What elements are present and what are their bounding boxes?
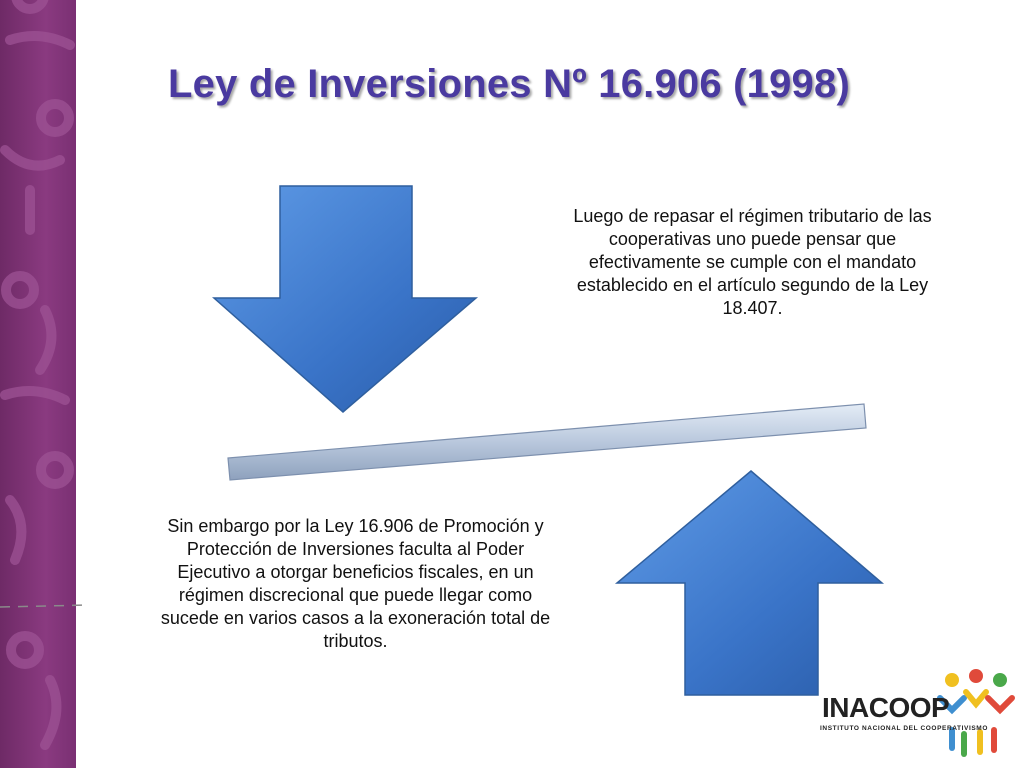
arrow-down-icon bbox=[214, 186, 476, 412]
arrow-up-icon bbox=[617, 471, 882, 695]
inacoop-logo bbox=[818, 668, 1018, 768]
slide-title: Ley de Inversiones Nº 16.906 (1998) bbox=[168, 62, 850, 106]
balance-bar bbox=[228, 404, 866, 480]
logo-name: INACOOP bbox=[822, 692, 950, 723]
logo-subtitle: INSTITUTO NACIONAL DEL COOPERATIVISMO bbox=[820, 725, 988, 732]
text-bottom: Sin embargo por la Ley 16.906 de Promoción y Protección de Inversiones faculta al Poder Ejecutivo a otorgar beneficios fiscales, en un régimen discrecional que puede llegar como sucede en varios casos a la exoneración total de tributos. bbox=[160, 516, 551, 651]
text-top: Luego de repasar el régimen tributario de las cooperativas uno puede pensar que efectivamente se cumple con el mandato establecido en el artículo segundo de la Ley 18.407. bbox=[573, 206, 932, 318]
